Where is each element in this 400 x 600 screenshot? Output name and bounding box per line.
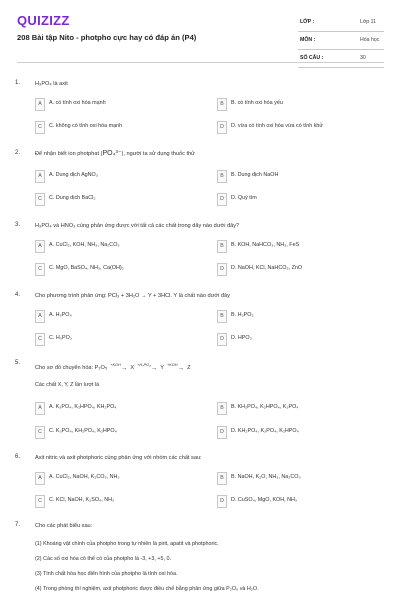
question-number: 3.	[15, 222, 21, 228]
option-c[interactable]	[35, 193, 200, 206]
stem-part: Để nhận biết ion photphat (	[35, 151, 103, 157]
option-text: A. có tính oxi hóa mạnh	[49, 100, 106, 106]
option-b[interactable]	[217, 310, 382, 323]
meta-value: 30	[360, 55, 366, 61]
option-letter: B	[217, 240, 227, 253]
meta-label: LỚP :	[300, 19, 315, 25]
option-text: C. H₃PO₃	[49, 335, 72, 341]
arrow-icon: →	[177, 365, 184, 372]
option-text: D. Quỳ tím	[231, 195, 257, 201]
option-letter: B	[217, 310, 227, 323]
option-letter: D	[217, 121, 227, 134]
question-number: 5.	[15, 360, 21, 366]
option-letter: A	[35, 240, 45, 253]
arrow-label: +H₃PO₄	[137, 363, 151, 367]
question-number: 7.	[15, 522, 21, 528]
question-number: 2.	[15, 150, 21, 156]
option-letter: A	[35, 472, 45, 485]
option-b[interactable]	[217, 98, 382, 111]
option-a[interactable]	[35, 310, 200, 323]
option-text: C. không có tính oxi hóa mạnh	[49, 123, 123, 129]
option-letter: D	[217, 495, 227, 508]
option-d[interactable]	[217, 333, 382, 346]
option-text: C. K₃PO₄, KH₂PO₄, K₂HPO₄	[49, 428, 117, 434]
question-number: 6.	[15, 454, 21, 460]
option-text: D. KH₂PO₄, K₃PO₄, K₂HPO₄	[231, 428, 299, 434]
option-text: A. H₃PO₄	[49, 312, 72, 318]
option-letter: C	[35, 121, 45, 134]
option-a[interactable]	[35, 240, 200, 253]
meta-row-subject	[298, 32, 384, 50]
statement-1: (1) Khoáng vật chính của photpho trong tự nhiên là pirit, apatit và photphoric.	[35, 541, 219, 547]
option-text: C. KCl, NaOH, K₂SO₄, NH₃	[49, 497, 115, 503]
question-stem: Cho phương trình phản ứng: PCl₃ + 3H₂O → Y + 3HCl. Y là chất nào dưới đây	[35, 293, 230, 299]
option-b[interactable]	[217, 170, 382, 183]
option-letter: A	[35, 98, 45, 111]
option-text: B. KH₂PO₄, K₂HPO₄, K₃PO₄	[231, 404, 299, 410]
option-b[interactable]	[217, 240, 382, 253]
page-title: 208 Bài tập Nito - photpho cực hay có đáp án (P4)	[17, 33, 197, 42]
stem-part: Cho sơ đồ chuyển hóa: P₂O₅	[35, 365, 108, 371]
option-d[interactable]	[217, 121, 382, 134]
option-b[interactable]	[217, 472, 382, 485]
option-text: A. Dung dịch AgNO₃	[49, 172, 98, 178]
option-letter: C	[35, 426, 45, 439]
question-stem: Cho các phát biểu sau:	[35, 523, 93, 529]
arrow-icon: →	[150, 365, 158, 372]
question-number: 1.	[15, 80, 21, 86]
question-stem	[35, 364, 385, 372]
option-d[interactable]	[217, 263, 382, 276]
quizizz-logo: QUIZIZZ	[17, 13, 70, 28]
meta-value: Hóa học	[360, 37, 380, 43]
option-d[interactable]	[217, 193, 382, 206]
option-b[interactable]	[217, 402, 382, 415]
option-a[interactable]	[35, 98, 200, 111]
option-text: D. NaOH, KCl, NaHCO₃, ZnO	[231, 265, 303, 271]
option-letter: D	[217, 333, 227, 346]
option-text: B. có tính oxi hóa yếu	[231, 100, 283, 106]
option-text: B. KOH, NaHCO₃, NH₃, FeS	[231, 242, 300, 248]
option-letter: C	[35, 333, 45, 346]
meta-label: SỐ CÂU :	[300, 55, 324, 61]
meta-row-class	[298, 14, 384, 32]
option-text: C. MgO, BaSO₄, NH₃, Ca(OH)₂	[49, 265, 124, 271]
meta-row-count	[298, 50, 384, 68]
option-c[interactable]	[35, 263, 200, 276]
option-text: C. Dung dịch BaCl₂	[49, 195, 96, 201]
species-y: Y	[160, 365, 164, 371]
option-text: D. vừa có tính oxi hóa vừa có tính khử	[231, 123, 324, 129]
option-letter: A	[35, 310, 45, 323]
option-c[interactable]	[35, 333, 200, 346]
question-stem	[35, 150, 385, 158]
phosphate-ion: PO₄³⁻	[102, 150, 122, 157]
option-letter: C	[35, 263, 45, 276]
meta-table	[298, 14, 384, 68]
option-letter: C	[35, 193, 45, 206]
option-text: B. H₃PO₂	[231, 312, 254, 318]
option-d[interactable]	[217, 495, 382, 508]
option-letter: D	[217, 426, 227, 439]
option-letter: A	[35, 402, 45, 415]
header-divider	[17, 62, 384, 63]
statement-2: (2) Các số oxi hóa có thể có của photpho là -3, +3, +5, 0.	[35, 556, 172, 562]
question-stem: H₃PO₄ là axit	[35, 81, 68, 87]
option-letter: D	[217, 263, 227, 276]
option-letter: C	[35, 495, 45, 508]
arrow-label: +KOH	[110, 363, 121, 367]
question-number: 4.	[15, 292, 21, 298]
statement-3: (3) Tính chất hóa học điển hình của photpho là tính oxi hóa.	[35, 571, 178, 577]
option-text: A. CuCl₂, KOH, NH₃, Na₂CO₃	[49, 242, 120, 248]
species-x: X	[130, 365, 135, 371]
species-z: Z	[187, 365, 191, 371]
option-letter: A	[35, 170, 45, 183]
option-letter: B	[217, 472, 227, 485]
option-letter: B	[217, 170, 227, 183]
option-letter: B	[217, 98, 227, 111]
option-text: B. Dung dịch NaOH	[231, 172, 279, 178]
arrow-icon: →	[120, 365, 128, 372]
option-text: B. NaOH, K₂O, NH₃, Na₂CO₃	[231, 474, 301, 480]
option-letter: D	[217, 193, 227, 206]
option-a[interactable]	[35, 402, 200, 415]
option-a[interactable]	[35, 170, 200, 183]
meta-value: Lớp 11	[360, 19, 376, 25]
question-stem: H₃PO₄ và HNO₃ cùng phản ứng được với tất cả các chất trong dãy nào dưới đây?	[35, 223, 240, 229]
option-c[interactable]	[35, 121, 200, 134]
stem-part: ), người ta sử dụng thuốc thử	[121, 151, 195, 157]
arrow-label: +KOH	[167, 363, 178, 367]
option-text: D. HPO₃	[231, 335, 252, 341]
option-text: A. CuCl₂, NaOH, K₂CO₃, NH₃	[49, 474, 120, 480]
option-letter: B	[217, 402, 227, 415]
question-stem-line2: Các chất X, Y, Z lần lượt là	[35, 382, 100, 388]
statement-4: (4) Trong phòng thí nghiệm, axit photphoric được điều chế bằng phản ứng giữa P₂O₅ và H₂O.	[35, 586, 259, 592]
meta-label: MÔN :	[300, 37, 316, 43]
option-a[interactable]	[35, 472, 200, 485]
option-text: D. CuSO₄, MgO, KOH, NH₃	[231, 497, 298, 503]
option-c[interactable]	[35, 495, 200, 508]
option-text: A. K₃PO₄, K₂HPO₄, KH₂PO₄	[49, 404, 117, 410]
option-d[interactable]	[217, 426, 382, 439]
question-stem: Axit nitric và axit photphoric cùng phản ứng với nhóm các chất sau:	[35, 455, 202, 461]
option-c[interactable]	[35, 426, 200, 439]
